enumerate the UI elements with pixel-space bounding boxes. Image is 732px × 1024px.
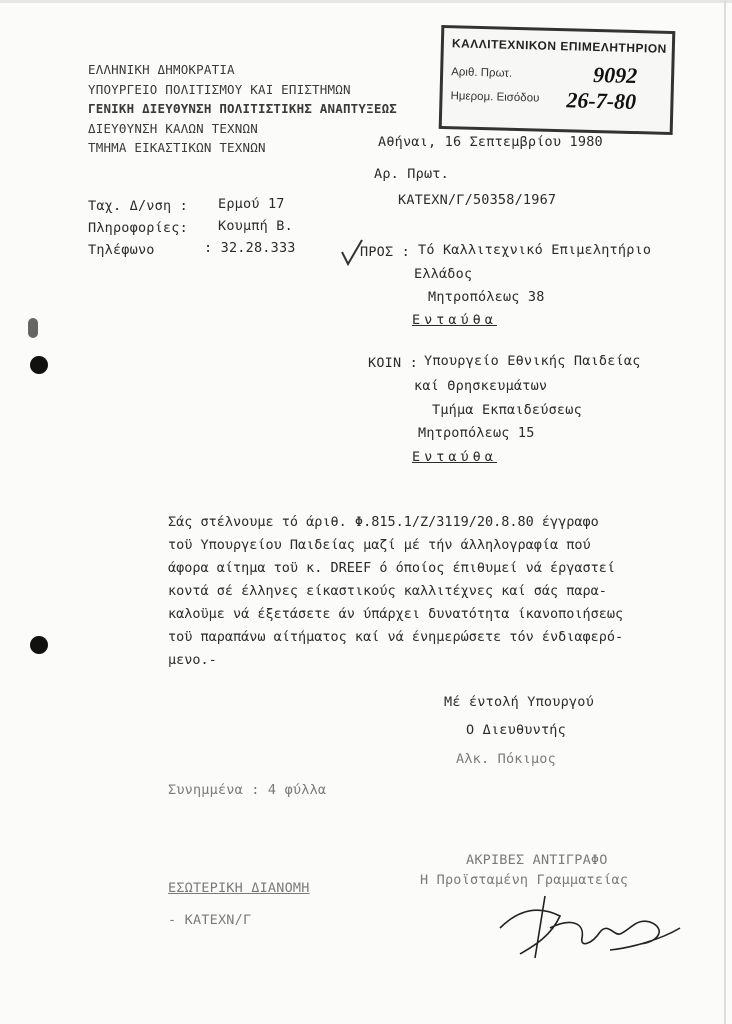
letterhead-line-5: ΤΜΗΜΑ ΕΙΚΑΣΤΙΚΩΝ ΤΕΧΝΩΝ xyxy=(88,140,266,155)
protocol-label: Αρ. Πρωτ. xyxy=(374,166,449,182)
recipient-line-2: Ελλάδος xyxy=(414,266,473,282)
body-line-3: άφορα αίτημα τοϋ κ. DREEF ό όποίος έπιθυμεί νά έργαστεί xyxy=(168,560,616,576)
letterhead-line-3: ΓΕΝΙΚΗ ΔΙΕΥΘΥΝΣΗ ΠΟΛΙΤΙΣΤΙΚΗΣ ΑΝΑΠΤΥΞΕΩΣ xyxy=(88,101,398,116)
recipient-line-3: Μητροπόλεως 38 xyxy=(428,289,545,305)
cc-here: Ενταύθα xyxy=(412,449,497,465)
signoff-line-1: Μέ έντολή Υπουργού xyxy=(444,694,594,710)
body-line-1: Σάς στέλνουμε τό άριθ. Φ.815.1/Ζ/3119/20.8.80 έγγραφο xyxy=(168,514,599,530)
stamp-title: ΚΑΛΛΙΤΕΧΝΙΚΟΝ ΕΠΙΜΕΛΗΤΗΡΙΟΝ xyxy=(451,36,668,56)
cc-line-3: Τμήμα Εκπαιδεύσεως xyxy=(432,402,582,418)
punch-hole-top xyxy=(30,356,48,374)
distribution-item: - ΚΑΤΕΧΝ/Γ xyxy=(168,912,252,928)
signoff-line-2: Ο Διευθυντής xyxy=(466,722,566,738)
received-stamp xyxy=(439,25,676,135)
distribution-title: ΕΣΩΤΕΡΙΚΗ ΔΙΑΝΟΜΗ xyxy=(168,880,310,896)
scan-edge-top xyxy=(0,0,732,3)
info-value: Κουμπή Β. xyxy=(218,218,293,234)
cc-label: ΚΟΙΝ : xyxy=(368,355,418,371)
scan-edge-right xyxy=(724,0,726,1024)
body-line-7: μενο.- xyxy=(168,652,217,668)
recipient-label: ΠΡΟΣ : xyxy=(360,244,410,260)
letterhead-line-4: ΔΙΕΥΘΥΝΣΗ ΚΑΛΩΝ ΤΕΧΝΩΝ xyxy=(88,121,258,136)
stamp-date-label: Ημερομ. Εισόδου xyxy=(450,90,540,105)
recipient-line-1: Τό Καλλιτεχνικό Επιμελητήριο xyxy=(418,242,652,258)
certified-copy: ΑΚΡΙΒΕΣ ΑΝΤΙΓΡΑΦΟ xyxy=(466,852,608,868)
address-label: Ταχ. Δ/νση : xyxy=(88,198,188,214)
address-value: Ερμού 17 xyxy=(218,196,285,212)
protocol-number: ΚΑΤΕΧΝ/Γ/50358/1967 xyxy=(398,192,557,208)
stamp-prot-label: Αριθ. Πρωτ. xyxy=(451,66,513,80)
signature-scribble xyxy=(490,888,690,968)
body-line-2: τοϋ Υπουργείου Παιδείας μαζί μέ τήν άλληλογραφία πού xyxy=(168,537,591,553)
phone-label: Τηλέφωνο xyxy=(88,242,155,258)
certified-by: Η Προϊσταμένη Γραμματείας xyxy=(420,872,629,888)
letterhead-line-1: ΕΛΛΗΝΙΚΗ ΔΗΜΟΚΡΑΤΙΑ xyxy=(88,62,235,77)
attachments-note: Συνημμένα : 4 φύλλα xyxy=(168,782,327,798)
punch-hole-mark xyxy=(28,318,38,338)
phone-value: : 32.28.333 xyxy=(204,240,296,256)
punch-hole-bottom xyxy=(30,636,48,654)
letterhead-line-2: ΥΠΟΥΡΓΕΙΟ ΠΟΛΙΤΙΣΜΟΥ ΚΑΙ ΕΠΙΣΤΗΜΩΝ xyxy=(88,82,351,97)
recipient-here: Ενταύθα xyxy=(412,312,497,328)
cc-line-4: Μητροπόλεως 15 xyxy=(418,425,535,441)
cc-line-2: καί Θρησκευμάτων xyxy=(414,378,548,394)
stamp-prot-value: 9092 xyxy=(592,61,638,89)
body-line-6: τοϋ παραπάνω αίτήματος καί νά ένημερώσετε τόν ένδιαφερό- xyxy=(168,629,624,645)
stamp-date-value: 26-7-80 xyxy=(566,87,637,115)
body-line-4: κοντά σέ έλληνες είκαστικούς καλλιτέχνες καί σάς παρα- xyxy=(168,583,607,599)
cc-line-1: Υπουργείο Εθνικής Παιδείας xyxy=(424,353,641,369)
place-date: Αθήναι, 16 Σεπτεμβρίου 1980 xyxy=(378,134,603,150)
signoff-line-3: Αλκ. Πόκιμος xyxy=(456,751,556,767)
body-paragraph xyxy=(168,511,688,672)
body-line-5: καλοϋμε νά έξετάσετε άν ύπάρχει δυνατότητα ίκανοποιήσεως xyxy=(168,606,624,622)
info-label: Πληροφορίες: xyxy=(88,220,188,236)
